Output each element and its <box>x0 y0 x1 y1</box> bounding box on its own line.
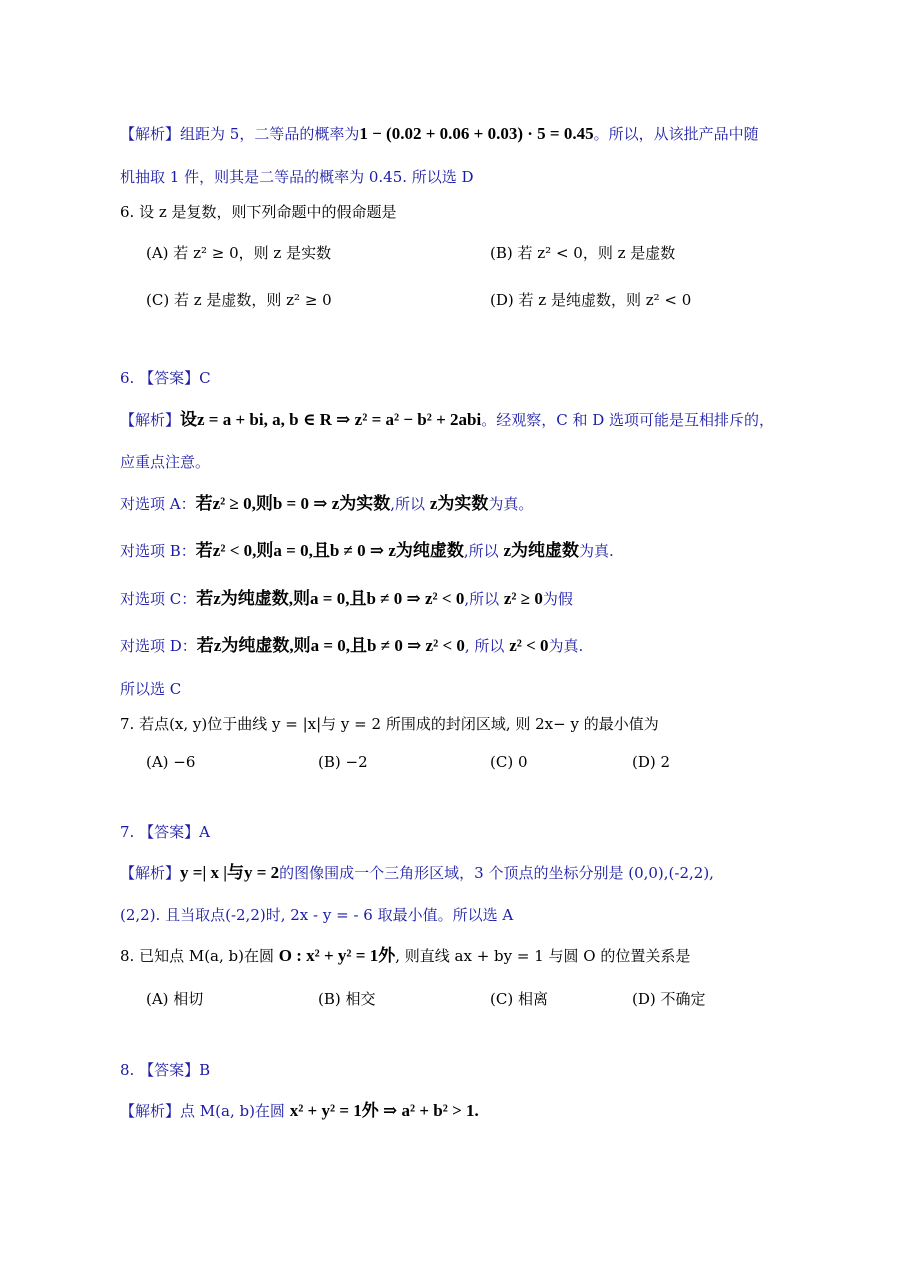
answer-6 <box>120 368 211 388</box>
analysis-text: 的图像围成一个三角形区域，3 个顶点的坐标分别是 (0,0),(-2,2), <box>279 864 714 882</box>
analysis-tag: 【解析】 <box>120 411 181 429</box>
analysis-text: 组距为 5，二等品的概率为 <box>180 125 360 143</box>
analysis7-line1 <box>120 863 714 883</box>
q7-option-a: (A) −6 <box>146 753 196 771</box>
math-formula: 设z = a + bi, a, b ∈ R ⇒ z² = a² − b² + 2abi <box>180 410 482 429</box>
analysis5-line2: 机抽取 1 件，则其是二等品的概率为 0.45. 所以选 D <box>120 168 474 186</box>
math-formula: 若z² ≥ 0,则b = 0 ⇒ z为实数 <box>195 494 391 513</box>
analysis-text: ,所以 <box>390 495 430 513</box>
stem-text: 8. 已知点 M(a, b)在圆 <box>120 947 279 965</box>
q6-option-b: (B) 若 z² < 0，则 z 是虚数 <box>490 244 676 262</box>
question-6-stem: 6. 设 z 是复数，则下列命题中的假命题是 <box>120 203 397 221</box>
math-formula: x² + y² = 1外 ⇒ a² + b² > 1. <box>289 1101 479 1120</box>
analysis6-option-a <box>120 494 533 514</box>
analysis-text: 点 M(a, b)在圆 <box>180 1102 290 1120</box>
math-formula: z² ≥ 0 <box>503 589 543 608</box>
answer-label: 6. 【答案】C <box>120 369 211 387</box>
math-formula: z为实数 <box>429 494 489 513</box>
q7-option-c: (C) 0 <box>490 753 528 771</box>
analysis-text: 为真. <box>578 542 614 560</box>
math-formula: 1 − (0.02 + 0.06 + 0.03) · 5 = 0.45 <box>359 124 594 143</box>
analysis-text: 为假 <box>542 590 573 608</box>
analysis6-conclusion: 所以选 C <box>120 680 182 698</box>
analysis-tag: 【解析】 <box>120 864 181 882</box>
option-label: 对选项 D： <box>120 637 197 655</box>
answer-label: 8. 【答案】B <box>120 1061 211 1079</box>
math-formula: 若z为纯虚数,则a = 0,且b ≠ 0 ⇒ z² < 0 <box>196 636 465 655</box>
analysis6-option-c <box>120 589 573 609</box>
q8-option-b: (B) 相交 <box>318 990 376 1008</box>
answer-8 <box>120 1060 210 1080</box>
analysis6-line2: 应重点注意。 <box>120 453 211 471</box>
math-formula: O : x² + y² = 1外 <box>278 946 396 965</box>
answer-7 <box>120 822 210 842</box>
math-formula: z为纯虚数 <box>503 541 579 560</box>
question-8-stem <box>120 946 690 966</box>
analysis-text: ,所以 <box>464 590 504 608</box>
q7-option-d: (D) 2 <box>632 753 671 771</box>
analysis8-line1 <box>120 1101 479 1121</box>
analysis-tag: 【解析】 <box>120 1102 181 1120</box>
math-formula: z² < 0 <box>509 636 549 655</box>
q6-option-a: (A) 若 z² ≥ 0，则 z 是实数 <box>146 244 332 262</box>
q6-option-c: (C) 若 z 是虚数，则 z² ≥ 0 <box>146 291 332 309</box>
analysis-text: , 所以 <box>464 637 510 655</box>
answer-label: 7. 【答案】A <box>120 823 210 841</box>
analysis-text: 。所以，从该批产品中随 <box>593 125 759 143</box>
question-7-stem: 7. 若点(x, y)位于曲线 y = |x|与 y = 2 所围成的封闭区域, 则 2x− y 的最小值为 <box>120 715 659 733</box>
q8-option-c: (C) 相离 <box>490 990 548 1008</box>
analysis-text: 为真。 <box>488 495 534 513</box>
analysis-text: ,所以 <box>463 542 504 560</box>
option-label: 对选项 B： <box>120 542 196 560</box>
analysis6-option-d <box>120 636 583 656</box>
analysis-tag: 【解析】 <box>120 125 181 143</box>
option-label: 对选项 C： <box>120 590 197 608</box>
analysis-text: 。经观察，C 和 D 选项可能是互相排斥的， <box>481 411 775 429</box>
q6-option-d: (D) 若 z 是纯虚数，则 z² < 0 <box>490 291 692 309</box>
math-formula: 若z为纯虚数,则a = 0,且b ≠ 0 ⇒ z² < 0 <box>196 589 465 608</box>
analysis6-line1 <box>120 410 774 430</box>
option-label: 对选项 A： <box>120 495 196 513</box>
stem-text: , 则直线 ax + by = 1 与圆 O 的位置关系是 <box>395 947 691 965</box>
analysis6-option-b <box>120 541 614 561</box>
q7-option-b: (B) −2 <box>318 753 368 771</box>
q8-option-d: (D) 不确定 <box>632 990 706 1008</box>
analysis-text: 为真. <box>548 637 584 655</box>
analysis7-line2: (2,2). 且当取点(-2,2)时, 2x - y = - 6 取最小值。所以选 A <box>120 906 514 924</box>
math-formula: y =| x |与y = 2 <box>180 863 280 882</box>
analysis5-line1 <box>120 124 759 144</box>
q8-option-a: (A) 相切 <box>146 990 204 1008</box>
math-formula: 若z² < 0,则a = 0,且b ≠ 0 ⇒ z为纯虚数 <box>195 541 464 560</box>
